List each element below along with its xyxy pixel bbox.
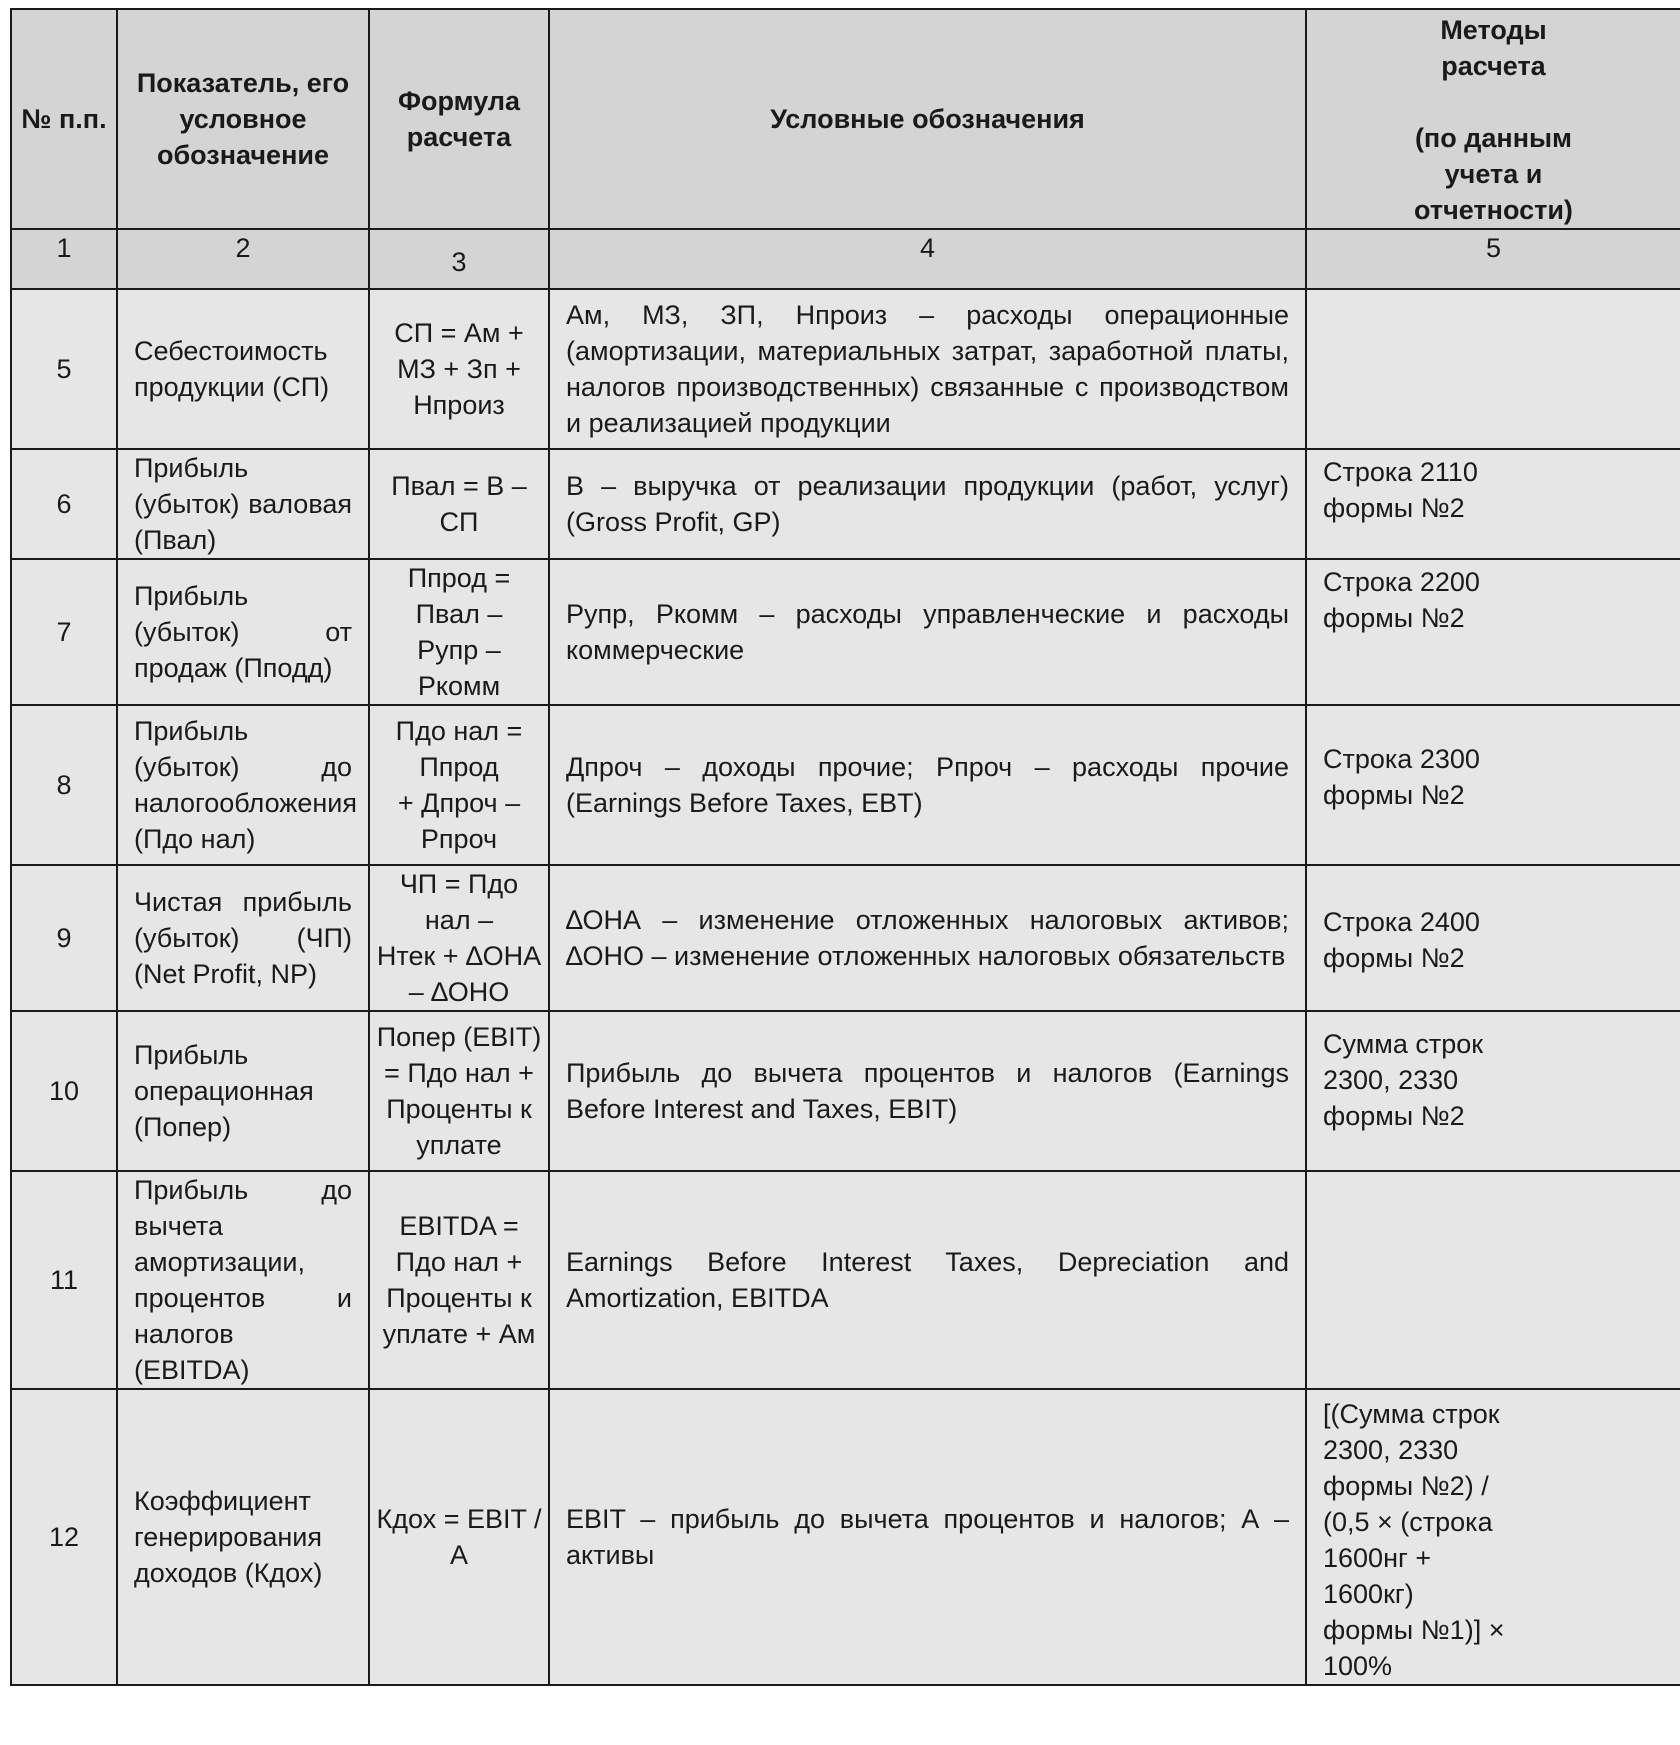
row-number: 5 bbox=[11, 289, 117, 449]
column-number: 1 bbox=[11, 229, 117, 289]
table-row bbox=[11, 1011, 1680, 1171]
column-number: 3 bbox=[369, 229, 549, 289]
table-row bbox=[11, 1171, 1680, 1389]
formula: Попер (EBIT) = Пдо нал + Проценты к уплате bbox=[369, 1011, 549, 1171]
row-number: 12 bbox=[11, 1389, 117, 1685]
calculation-method: Строка 2400 формы №2 bbox=[1306, 865, 1680, 1011]
column-number: 5 bbox=[1306, 229, 1680, 289]
calculation-method: Строка 2110 формы №2 bbox=[1306, 449, 1680, 559]
notation: EBIT – прибыль до вычета процентов и налогов; А –активы bbox=[549, 1389, 1306, 1685]
calculation-method: Строка 2200 формы №2 bbox=[1306, 559, 1680, 705]
indicator-name: Прибыль операционная (Попер) bbox=[117, 1011, 369, 1171]
notation: ∆ОНА – изменение отложенных налоговых активов; ∆ОНО – изменение отложенных налоговых обязательств bbox=[549, 865, 1306, 1011]
notation: Earnings Before Interest Taxes, Depreciation and Amortization, EBITDA bbox=[549, 1171, 1306, 1389]
table-row bbox=[11, 559, 1680, 705]
indicator-name: Себестоимость продукции (СП) bbox=[117, 289, 369, 449]
formula: Кдох = EBIT / А bbox=[369, 1389, 549, 1685]
table-row bbox=[11, 289, 1680, 449]
notation: Прибыль до вычета процентов и налогов (Earnings Before Interest and Taxes, EBIT) bbox=[549, 1011, 1306, 1171]
column-number-row bbox=[11, 229, 1680, 289]
row-number: 9 bbox=[11, 865, 117, 1011]
header-number: № п.п. bbox=[11, 9, 117, 229]
header-methods: Методы расчета (по данным учета и отчетности) bbox=[1306, 9, 1680, 229]
header-row bbox=[11, 9, 1680, 229]
indicator-name: Коэффициент генерирования доходов (Кдох) bbox=[117, 1389, 369, 1685]
calculation-method: Сумма строк 2300, 2330 формы №2 bbox=[1306, 1011, 1680, 1171]
formula: Ппрод = Пвал – Рупр – Ркомм bbox=[369, 559, 549, 705]
indicator-name: Прибыль (убыток) от продаж (Пподд) bbox=[117, 559, 369, 705]
calculation-method bbox=[1306, 1171, 1680, 1389]
header-indicator: Показатель, его условное обозначение bbox=[117, 9, 369, 229]
row-number: 11 bbox=[11, 1171, 117, 1389]
formula: Пвал = В – СП bbox=[369, 449, 549, 559]
header-formula: Формула расчета bbox=[369, 9, 549, 229]
calculation-method: Строка 2300 формы №2 bbox=[1306, 705, 1680, 865]
column-number: 4 bbox=[549, 229, 1306, 289]
row-number: 6 bbox=[11, 449, 117, 559]
table-row bbox=[11, 1389, 1680, 1685]
row-number: 10 bbox=[11, 1011, 117, 1171]
calculation-method: [(Сумма строк 2300, 2330 формы №2) / (0,5 × (строка 1600нг + 1600кг) формы №1)] × 100% bbox=[1306, 1389, 1680, 1685]
formula: EBITDA = Пдо нал + Проценты к уплате + Ам bbox=[369, 1171, 549, 1389]
formula: Пдо нал = Ппрод + Дпроч – Рпроч bbox=[369, 705, 549, 865]
indicator-name: Чистая прибыль (убыток) (ЧП) (Net Profit, NP) bbox=[117, 865, 369, 1011]
header-notation: Условные обозначения bbox=[549, 9, 1306, 229]
table-row bbox=[11, 865, 1680, 1011]
formula: ЧП = Пдо нал – Нтек + ∆ОНА – ∆ОНО bbox=[369, 865, 549, 1011]
notation: В – выручка от реализации продукции (работ, услуг) (Gross Profit, GP) bbox=[549, 449, 1306, 559]
notation: Рупр, Ркомм – расходы управленческие и расходы коммерческие bbox=[549, 559, 1306, 705]
column-number: 2 bbox=[117, 229, 369, 289]
table-row bbox=[11, 449, 1680, 559]
indicator-name: Прибыль (убыток) до налогообложения (Пдо нал) bbox=[117, 705, 369, 865]
indicators-table bbox=[10, 8, 1680, 1686]
formula: СП = Ам + МЗ + Зп + Нпроиз bbox=[369, 289, 549, 449]
notation: Дпроч – доходы прочие; Рпроч – расходы прочие (Earnings Before Taxes, EBT) bbox=[549, 705, 1306, 865]
indicators-table-sheet bbox=[10, 8, 1680, 1686]
row-number: 7 bbox=[11, 559, 117, 705]
indicator-name: Прибыль до вычета амортизации, процентов и налогов (EBITDA) bbox=[117, 1171, 369, 1389]
indicator-name: Прибыль (убыток) валовая (Пвал) bbox=[117, 449, 369, 559]
notation: Ам, МЗ, ЗП, Нпроиз – расходы операционные (амортизации, материальных затрат, заработной платы, налогов производственных) связанные с производством и реализацией продукции bbox=[549, 289, 1306, 449]
table-row bbox=[11, 705, 1680, 865]
row-number: 8 bbox=[11, 705, 117, 865]
calculation-method bbox=[1306, 289, 1680, 449]
